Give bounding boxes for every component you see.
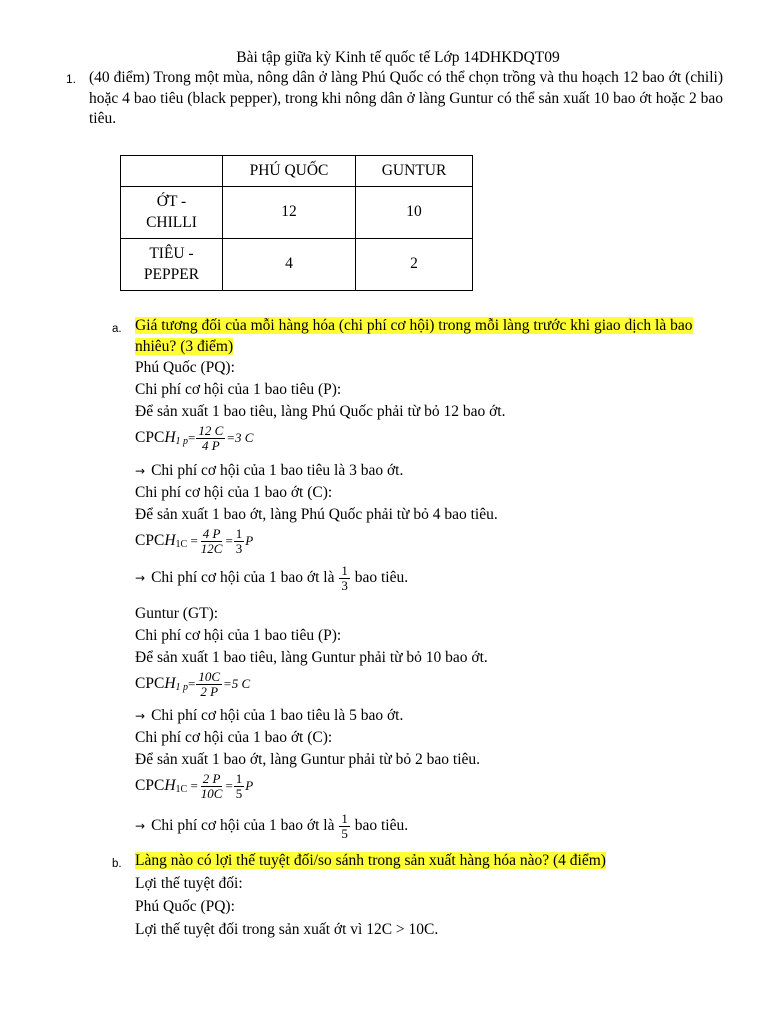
- question-text: (40 điểm) Trong một mùa, nông dân ở làng Phú Quốc có thể chọn trồng và thu hoạch 12 bao ớt (chili) hoặc 4 bao tiêu (black pepper), trong khi nông dân ở làng Guntur có thể sản xuất 10 bao ớt hoặc 2 bao tiêu.: [89, 69, 723, 128]
- cpc-text: CPC: [135, 532, 165, 550]
- gt-chilli-conclusion: [135, 812, 725, 841]
- question-number: 1.: [66, 72, 77, 86]
- part-b-question: [135, 851, 725, 872]
- pq-chilli-heading: Chi phí cơ hội của 1 bao ớt (C):: [135, 484, 333, 501]
- math-subscript: 1C: [175, 539, 188, 551]
- table-row: [121, 239, 473, 291]
- pq-pepper-desc: Để sản xuất 1 bao tiêu, làng Phú Quốc phải từ bỏ 12 bao ớt.: [135, 403, 506, 420]
- conclusion-text: Chi phí cơ hội của 1 bao ớt là: [151, 569, 335, 587]
- table-cell: 4: [223, 239, 356, 291]
- cpc-text: CPC: [135, 675, 165, 693]
- part-b-label: b.: [112, 858, 122, 870]
- pq-chilli-equation: CPC H 1C = $\frac{4 P}{12C}$ = $\frac{1}{3}$ P: [135, 526, 254, 556]
- fraction-numerator: 1: [341, 563, 348, 578]
- fraction: [339, 564, 350, 593]
- pq-pepper-heading: Chi phí cơ hội của 1 bao tiêu (P):: [135, 381, 342, 398]
- table-header-cell: GUNTUR: [356, 156, 473, 187]
- fraction-denominator: 3: [235, 541, 243, 556]
- pq-pepper-equation: CPC H 1 p = $\frac{12 C}{4 P}$ =3 C: [135, 423, 254, 453]
- fraction-denominator: 2 P: [200, 684, 219, 699]
- gt-chilli-desc: Để sản xuất 1 bao ớt, làng Guntur phải từ bỏ 2 bao tiêu.: [135, 751, 481, 768]
- row-label-line: CHILLI: [146, 213, 197, 231]
- part-a-label: a.: [112, 323, 122, 335]
- math-h: H: [164, 777, 176, 795]
- part-b-line: Phú Quốc (PQ):: [135, 898, 235, 915]
- table-cell: 10: [356, 187, 473, 239]
- gt-pepper-heading: Chi phí cơ hội của 1 bao tiêu (P):: [135, 627, 342, 644]
- gt-chilli-heading: Chi phí cơ hội của 1 bao ớt (C):: [135, 729, 333, 746]
- fraction: [196, 670, 222, 699]
- part-b-line: Lợi thế tuyệt đối trong sản xuất ớt vì 12C > 10C.: [135, 921, 439, 938]
- gt-heading: Guntur (GT):: [135, 605, 219, 622]
- arrow-right-icon: →: [135, 571, 146, 586]
- row-label-line: TIÊU -: [149, 244, 194, 262]
- table-cell: 12: [223, 187, 356, 239]
- arrow-right-icon: →: [135, 709, 146, 723]
- math-h: H: [164, 532, 176, 550]
- fraction-numerator: 2 P: [202, 771, 221, 786]
- math-subscript: 1C: [175, 784, 188, 796]
- fraction: [199, 527, 225, 556]
- highlighted-question: Làng nào có lợi thế tuyệt đối/so sánh trong sản xuất hàng hóa nào? (4 điểm): [135, 852, 606, 869]
- math-subscript: 1 p: [175, 682, 189, 694]
- equation-result: =3 C: [226, 430, 254, 446]
- gt-chilli-equation: CPC H 1C = $\frac{2 P}{10C}$ = $\frac{1}{5}$ P: [135, 771, 254, 801]
- equation-result: P: [245, 533, 254, 549]
- gt-pepper-desc: Để sản xuất 1 bao tiêu, làng Guntur phải từ bỏ 10 bao ớt.: [135, 649, 488, 666]
- fraction: [234, 772, 245, 801]
- part-b-line: Lợi thế tuyệt đối:: [135, 875, 243, 892]
- pq-pepper-conclusion: [135, 461, 725, 482]
- fraction-denominator: 10C: [200, 786, 223, 801]
- fraction-denominator: 3: [341, 578, 348, 593]
- row-label-line: PEPPER: [143, 265, 200, 283]
- table-row: [121, 187, 473, 239]
- fraction-denominator: 4 P: [201, 438, 220, 453]
- fraction: [196, 424, 225, 453]
- fraction: [199, 772, 225, 801]
- gt-pepper-equation: CPC H 1 p = $\frac{10C}{2 P}$ =5 C: [135, 669, 251, 699]
- gt-pepper-conclusion: [135, 706, 725, 727]
- fraction-numerator: 10C: [198, 669, 221, 684]
- conclusion-text: bao tiêu.: [354, 817, 409, 835]
- document-title: Bài tập giữa kỳ Kinh tế quốc tế Lớp 14DHKDQT09: [236, 49, 560, 66]
- equation-result: P: [245, 778, 254, 794]
- arrow-right-icon: →: [135, 819, 146, 834]
- table-row-label: [121, 187, 223, 239]
- fraction: [339, 812, 350, 841]
- conclusion-text: Chi phí cơ hội của 1 bao ớt là: [151, 817, 335, 835]
- arrow-right-icon: →: [135, 464, 146, 478]
- fraction-numerator: 4 P: [202, 526, 221, 541]
- fraction-numerator: 1: [235, 526, 243, 541]
- math-h: H: [164, 429, 176, 447]
- conclusion-text: Chi phí cơ hội của 1 bao tiêu là 3 bao ớt.: [151, 462, 404, 479]
- table-header-row: [121, 156, 473, 187]
- cpc-text: CPC: [135, 429, 165, 447]
- pq-chilli-conclusion: [135, 564, 725, 593]
- row-label-line: ỚT -: [156, 192, 187, 210]
- table-header-cell: [121, 156, 223, 187]
- part-a-question: [135, 316, 725, 357]
- fraction-denominator: 5: [341, 826, 348, 841]
- production-table: [120, 155, 473, 291]
- math-h: H: [164, 675, 176, 693]
- fraction-denominator: 12C: [200, 541, 223, 556]
- equation-result: =5 C: [223, 676, 251, 692]
- fraction-numerator: 1: [235, 771, 243, 786]
- fraction-numerator: 12 C: [198, 423, 224, 438]
- highlighted-question: Giá tương đối của mỗi hàng hóa (chi phí cơ hội) trong mỗi làng trước khi giao dịch là bao nhiêu? (3 điểm): [135, 317, 693, 355]
- table-cell: 2: [356, 239, 473, 291]
- conclusion-text: Chi phí cơ hội của 1 bao tiêu là 5 bao ớt.: [151, 707, 404, 724]
- fraction-denominator: 5: [235, 786, 243, 801]
- table-header-cell: PHÚ QUỐC: [223, 156, 356, 187]
- table-row-label: [121, 239, 223, 291]
- math-subscript: 1 p: [175, 436, 189, 448]
- fraction-numerator: 1: [341, 811, 348, 826]
- pq-heading: Phú Quốc (PQ):: [135, 359, 235, 376]
- conclusion-text: bao tiêu.: [354, 569, 409, 587]
- pq-chilli-desc: Để sản xuất 1 bao ớt, làng Phú Quốc phải từ bỏ 4 bao tiêu.: [135, 506, 498, 523]
- fraction: [234, 527, 245, 556]
- cpc-text: CPC: [135, 777, 165, 795]
